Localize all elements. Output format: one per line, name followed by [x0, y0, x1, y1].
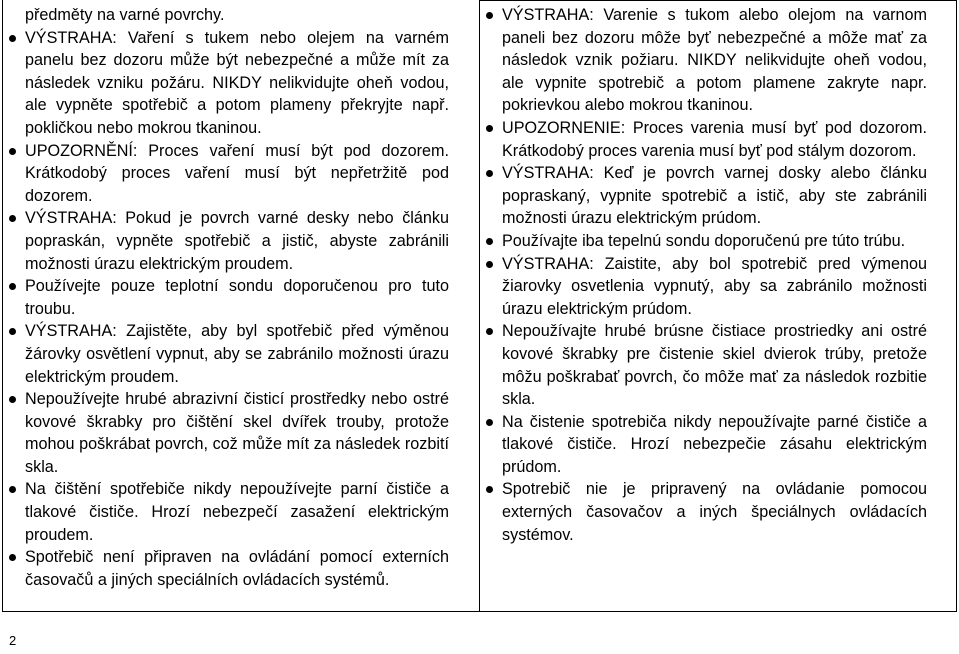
bullet-icon	[486, 238, 493, 245]
bullet-icon	[486, 419, 493, 426]
czech-list-item	[25, 207, 449, 275]
czech-list-item	[25, 27, 449, 140]
bullet-icon	[9, 283, 16, 290]
bullet-icon	[9, 486, 16, 493]
bullet-icon	[9, 396, 16, 403]
slovak-item-text: VÝSTRAHA: Zaistite, aby bol spotrebič pred výmenou žiarovky osvetlenia vypnutý, aby sa zabránilo možnosti úrazu elektrickým prúdom.	[502, 254, 927, 318]
czech-item-text: VÝSTRAHA: Vaření s tukem nebo olejem na varném panelu bez dozoru může být nebezpečné a může mít za následek vzniku požáru. NIKDY nelikvidujte oheň vodou, ale vypněte spotřebič a potom plameny překryjte např. pokličkou nebo mokrou tkaninou.	[25, 28, 449, 137]
czech-list-item	[25, 546, 449, 591]
slovak-list-item	[502, 411, 927, 479]
czech-item-text: VÝSTRAHA: Zajistěte, aby byl spotřebič před výměnou žárovky osvětlení vypnut, aby se zabránilo možnosti úrazu elektrickým proudem.	[25, 322, 449, 386]
czech-item-text: VÝSTRAHA: Pokud je povrch varné desky nebo článku popraskán, vypněte spotřebič a jistič, abyste zabránili možnosti úrazu elektrickým proudem.	[25, 209, 449, 273]
slovak-item-text: VÝSTRAHA: Varenie s tukom alebo olejom na varnom paneli bez dozoru môže byť nebezpečné a môže mať za následok vznik požiaru. NIKDY nelikvidujte oheň vodou, ale vypnite spotrebič a potom plamene zakryte napr. pokrievkou alebo mokrou tkaninou.	[502, 6, 927, 115]
bullet-icon	[486, 486, 493, 493]
czech-item-text: UPOZORNĚNÍ: Proces vaření musí být pod dozorem. Krátkodobý proces vaření musí být nepřetržitě pod dozorem.	[25, 141, 449, 205]
slovak-list-item	[502, 253, 927, 321]
slovak-item-text: Nepoužívajte hrubé brúsne čistiace prostriedky ani ostré kovové škrabky pre čistenie skiel dvierok trúby, pretože môžu poškrabať povrch, čo môže mať za následok rozbitie skla.	[502, 322, 927, 409]
czech-item-text: Spotřebič není připraven na ovládání pomocí externích časovačů a jiných speciálních ovládacích systémů.	[25, 548, 449, 589]
bullet-icon	[486, 12, 493, 19]
czech-list-item	[25, 478, 449, 546]
czech-item-text: Na čištění spotřebiče nikdy nepoužívejte parní čističe a tlakové čističe. Hrozí nebezpečí zasažení elektrickým proudem.	[25, 480, 449, 544]
slovak-column	[480, 0, 956, 611]
manual-table	[2, 0, 957, 612]
bullet-icon	[9, 554, 16, 561]
czech-item-text: Používejte pouze teplotní sondu doporučenou pro tuto troubu.	[25, 277, 449, 318]
slovak-list-item	[502, 162, 927, 230]
slovak-item-text: Používajte iba tepelnú sondu doporučenú pre túto trúbu.	[502, 231, 906, 250]
page-number: 2	[9, 633, 17, 648]
bullet-icon	[486, 328, 493, 335]
czech-list-item	[25, 320, 449, 388]
slovak-list-item	[502, 4, 927, 117]
slovak-item-text: Na čistenie spotrebiča nikdy nepoužívajte parné čističe a tlakové čističe. Hrozí nebezpečie zásahu elektrickým prúdom.	[502, 412, 927, 476]
czech-list-item	[25, 388, 449, 478]
czech-list-item	[25, 140, 449, 208]
bullet-icon	[486, 261, 493, 268]
slovak-item-text: UPOZORNENIE: Proces varenia musí byť pod dozorom. Krátkodobý proces varenia musí byť pod stálym dozorom.	[502, 118, 927, 160]
slovak-item-text: Spotrebič nie je pripravený na ovládanie pomocou externých časovačov a iných špeciálnych ovládacích systémov.	[502, 480, 927, 544]
czech-list-item	[25, 275, 449, 320]
czech-item-text: Nepoužívejte hrubé abrazivní čisticí prostředky nebo ostré kovové škrabky pro čištění skel dvířek trouby, protože mohou poškrábat povrch, což může mít za následek rozbití skla.	[25, 390, 449, 476]
bullet-icon	[486, 125, 493, 132]
czech-intro-text: předměty na varné povrchy.	[25, 6, 225, 24]
slovak-list-item	[502, 320, 927, 410]
bullet-icon	[486, 170, 493, 177]
bullet-icon	[9, 328, 16, 335]
bullet-icon	[9, 148, 16, 155]
slovak-list-item	[502, 478, 927, 546]
bullet-icon	[9, 215, 16, 222]
slovak-item-text: VÝSTRAHA: Keď je povrch varnej dosky alebo článku popraskaný, vypnite spotrebič a istič, aby ste zabránili možnosti úrazu elektrickým prúdom.	[502, 164, 927, 228]
slovak-list-item	[502, 230, 927, 253]
slovak-content	[502, 4, 927, 546]
slovak-list-item	[502, 117, 927, 162]
bullet-icon	[9, 35, 16, 42]
czech-content	[25, 4, 449, 591]
table-top-border	[480, 0, 956, 1]
czech-column	[3, 0, 480, 611]
